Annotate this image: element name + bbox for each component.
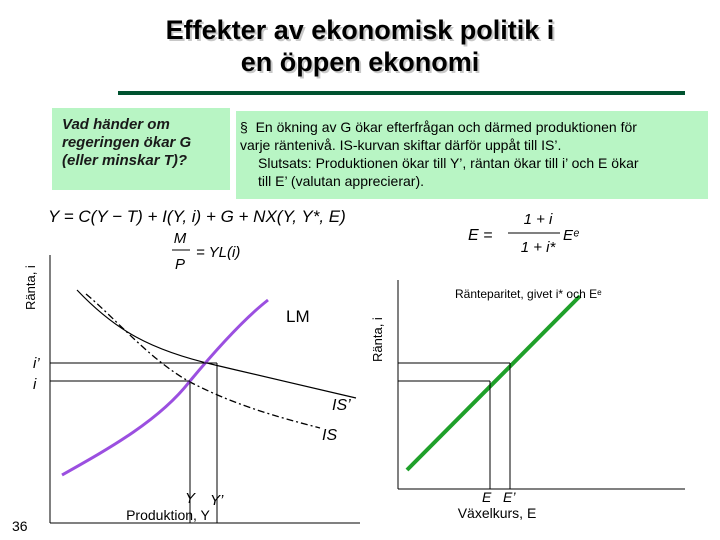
- question-line-1: Vad händer om: [62, 116, 170, 133]
- parity-denominator: 1 + i*: [520, 239, 556, 256]
- y-prime-label: Y’: [210, 492, 224, 509]
- parity-curve-label: Ränteparitet, givet i* och Eᵉ: [455, 287, 602, 301]
- title-line-1: Effekter av ekonomisk politik i: [165, 15, 555, 45]
- is-equation: Y = C(Y − T) + I(Y, i) + G + NX(Y, Y*, E): [48, 207, 346, 226]
- left-x-axis-label: Produktion, Y: [126, 507, 210, 523]
- is-curve: [86, 294, 320, 428]
- lm-rhs: = YL(i): [196, 244, 241, 261]
- info-line-2: varje räntenivå. IS-kurvan skiftar därför uppåt till IS’.: [240, 137, 562, 153]
- y-label: Y: [185, 490, 196, 507]
- title-line-2: en öppen ekonomi: [240, 47, 480, 77]
- lm-label: LM: [286, 307, 310, 326]
- is-shifted-label: IS’: [332, 397, 351, 414]
- lm-denominator: P: [174, 256, 186, 273]
- parity-tail: Eᵉ: [563, 227, 579, 244]
- question-line-2: regeringen ökar G: [62, 134, 192, 151]
- lm-curve: [62, 300, 268, 475]
- e-label: E: [482, 489, 492, 505]
- i-label: i: [33, 376, 37, 393]
- parity-numerator: 1 + i: [523, 211, 553, 228]
- bullet-icon: §: [240, 119, 248, 135]
- left-y-axis-label: Ränta, i: [23, 265, 38, 310]
- i-prime-label: i’: [33, 355, 40, 372]
- info-line-3: Slutsats: Produktionen ökar till Y’, räntan ökar till i’ och E ökar: [258, 155, 639, 171]
- info-line-1: En ökning av G ökar efterfrågan och därmed produktionen för: [255, 119, 637, 135]
- info-line-4: till E’ (valutan apprecierar).: [258, 173, 424, 189]
- page-number: 36: [12, 518, 28, 534]
- question-line-3: (eller minskar T)?: [62, 152, 188, 169]
- is-label: IS: [322, 427, 338, 444]
- right-x-axis-label: Växelkurs, E: [457, 505, 537, 521]
- e-prime-label: E’: [503, 489, 516, 505]
- lm-numerator: M: [173, 230, 187, 247]
- right-y-axis-label: Ränta, i: [370, 317, 385, 362]
- parity-lhs: E =: [468, 227, 493, 244]
- parity-curve: [407, 296, 580, 470]
